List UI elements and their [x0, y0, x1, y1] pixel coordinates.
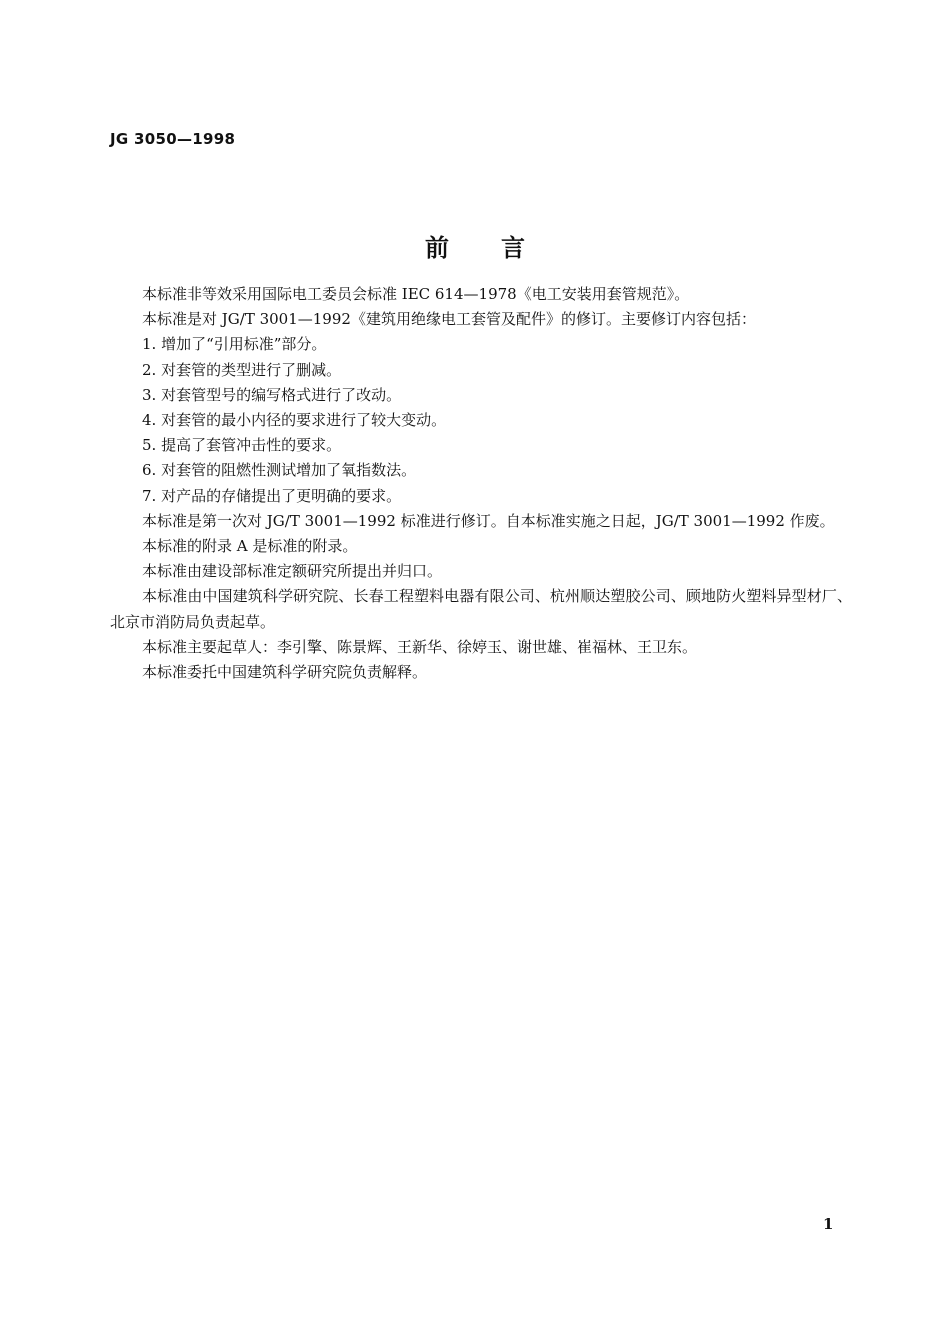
paragraph-supersession: 本标准是第一次对 JG/T 3001—1992 标准进行修订。自本标准实施之日起，JG/T 3001—1992 作废。 — [142, 511, 835, 530]
paragraph-proposer: 本标准由建设部标准定额研究所提出并归口。 — [142, 562, 443, 581]
list-item: 4. 对套管的最小内径的要求进行了较大变动。 — [142, 411, 447, 430]
list-item: 6. 对套管的阻燃性测试增加了氧指数法。 — [142, 461, 417, 480]
page-number: 1 — [823, 1215, 834, 1233]
list-item: 2. 对套管的类型进行了删减。 — [142, 360, 342, 379]
list-item: 3. 对套管型号的编写格式进行了改动。 — [142, 385, 402, 404]
list-item: 1. 增加了“引用标准”部分。 — [142, 335, 327, 354]
standard-code: JG 3050—1998 — [110, 130, 236, 148]
paragraph-adoption: 本标准非等效采用国际电工委员会标准 IEC 614—1978《电工安装用套管规范》。 — [142, 285, 690, 303]
paragraph-drafting-units: 本标准由中国建筑科学研究院、长春工程塑料电器有限公司、杭州顺达塑胶公司、顾地防火塑料异型材厂、北京市消防局负责起草。 — [110, 587, 852, 631]
document-body — [110, 282, 852, 685]
list-item: 5. 提高了套管冲击性的要求。 — [142, 436, 342, 455]
paragraph-revision-intro: 本标准是对 JG/T 3001—1992《建筑用绝缘电工套管及配件》的修订。主要修订内容包括： — [142, 310, 756, 329]
page-title: 前言 — [425, 234, 577, 262]
paragraph-appendix: 本标准的附录 A 是标准的附录。 — [142, 537, 358, 556]
paragraph-interpretation: 本标准委托中国建筑科学研究院负责解释。 — [142, 663, 428, 682]
paragraph-drafters: 本标准主要起草人：李引擎、陈景辉、王新华、徐婷玉、谢世雄、崔福林、王卫东。 — [142, 637, 698, 656]
list-item: 7. 对产品的存储提出了更明确的要求。 — [142, 486, 402, 505]
